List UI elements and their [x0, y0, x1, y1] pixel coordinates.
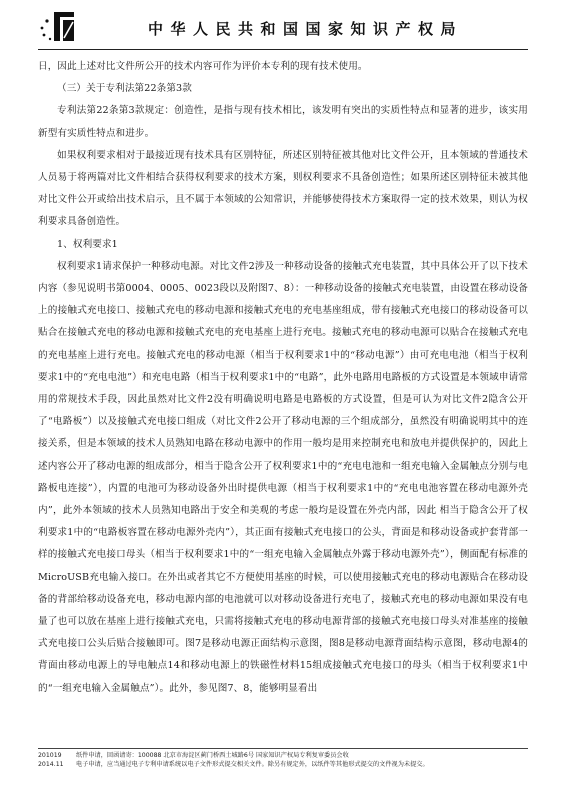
paragraph: 专利法第22条第3款规定：创造性，是指与现有技术相比，该发明有突出的实质性特点和显著的进步，该实用新型有实质性特点和进步。	[38, 105, 528, 139]
document-header	[38, 8, 528, 44]
subsection-heading: 1、权利要求1	[57, 238, 118, 250]
footer-notes	[76, 752, 528, 769]
footer-line-paper: 纸件申请，回函请寄：100088 北京市海淀区蓟门桥西土城路6号 国家知识产权局专利复审委员会收	[76, 752, 349, 759]
paragraph: 如果权利要求相对于最接近现有技术具有区别特征，所述区别特征被其他对比文件公开，且本领域的普通技术人员易于将两篇对比文件相结合获得权利要求的技术方案，则权利要求不具备创造性；如果所述区别特征未被其他对比文件公开或给出技术启示，且不属于本领域的公知常识，并能够使得技术方案取得一定的技术效果，则认为权利要求具备创造性。	[38, 149, 528, 228]
header-rule	[38, 49, 528, 50]
form-code: 201019 2014.11	[38, 752, 64, 768]
paragraph-continuation: 日，因此上述对比文件所公开的技术内容可作为评价本专利的现有技术使用。	[38, 61, 368, 72]
footer-line-electronic: 电子申请，应当通过电子专利申请系统以电子文件形式提交相关文件。除另有规定外，以纸件等其他形式提交的文件视为未提交。	[76, 760, 429, 768]
document-body	[38, 56, 528, 700]
footer-rule	[38, 748, 528, 749]
office-name: 中华人民共和国国家知识产权局	[148, 20, 464, 38]
paragraph: 权利要求1请求保护一种移动电源。对比文件2涉及一种移动设备的接触式充电装置，其中具体公开了以下技术内容（参见说明书第0004、0005、0023段以及附图7、8）：一种移动设备的接触式充电装置，由设置在移动设备上的接触式充电接口、接触式充电的移动电源和接触式充电的充电基座组成，带有接触式充电接口的移动设备可以贴合在接触式充电的移动电源和接触式充电的充电基座上进行充电。接触式充电的移动电源可以贴合在接触式充电的充电基座上进行充电。接触式充电的移动电源（相当于权利要求1中的“移动电源”）由可充电电池（相当于权利要求1中的“充电电池”）和充电电路（相当于权利要求1中的“电路”，此外电路用电路板的方式设置是本领域申请常用的常规技术手段，因此虽然对比文件2没有明确说明电路是电路板的方式设置，但是可认为对比文件2隐含公开了“电路板”）以及接触式充电接口组成（对比文件2公开了移动电源的三个组成部分，虽然没有明确说明其中的连接关系，但是本领域的技术人员熟知电路在移动电源中的作用一般均是用来控制充电和放电并提供保护的，因此上述内容公开了移动电源的组成部分，相当于隐含公开了权利要求1中的“充电电池和一组充电输入金属触点分别与电路板电连接”），内置的电池可为移动设备外出时提供电源（相当于权利要求1中的“充电电池容置在移动电源外壳内”，此外本领域的技术人员熟知电路出于安全和美观的考虑一般均是设置在外壳内部，因此 相当于隐含公开了权利要求1中的“电路板容置在移动电源外壳内”），其正面有接触式充电接口的公头，背面是和移动设备或护套背部一样的接触式充电接口母头（相当于权利要求1中的“一组充电输入金属触点外露于移动电源外壳”），侧面配有标准的MicroUSB充电输入接口。在外出或者其它不方便使用基座的时候，可以使用接触式充电的移动电源贴合在移动设备的背部给移动设备充电，移动电源内部的电池就可以对移动设备进行充电了，接触式充电的移动电源如果没有电量了也可以放在基座上进行接触式充电，只需将接触式充电的移动电源背部的接触式充电接口母头对准基座的接触式充电接口公头后贴合接触即可。图7是移动电源正面结构示意图，图8是移动电源背面结构示意图，移动电源4的背面由移动电源上的导电触点14和移动电源上的铁磁性材料15组成接触式充电接口的母头（相当于权利要求1中的“一组充电输入金属触点”）。此外，参见图7、8，能够明显看出	[38, 260, 528, 694]
cnipa-logo-icon	[38, 8, 78, 44]
section-heading: （三）关于专利法第22条第3款	[57, 83, 192, 95]
